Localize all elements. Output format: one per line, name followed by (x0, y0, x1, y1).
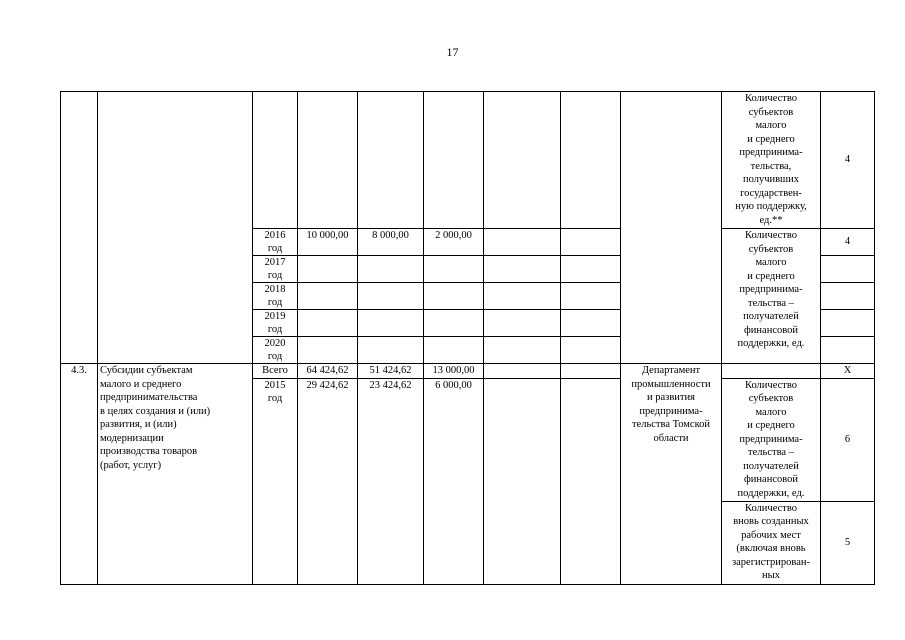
indicator-value (821, 283, 875, 310)
cell-regional-empty (424, 92, 484, 229)
regional-cell: 6 000,00 (424, 378, 484, 584)
total-cell (298, 256, 358, 283)
cell-year-empty (253, 92, 298, 229)
extra-cell (561, 256, 621, 283)
indicator-line: и среднего (747, 133, 795, 145)
indicator-cell: Количество субъектов малого и среднего предпринима- тельства – получателей финансовой поддержки, ед. (722, 378, 821, 501)
item-number: 4.3. (61, 364, 98, 585)
indicator-cell: Количество вновь созданных рабочих мест (включая вновь зарегистрирован- ных (722, 501, 821, 584)
local-cell (484, 256, 561, 283)
local-cell (484, 310, 561, 337)
total-cell (298, 310, 358, 337)
extra-cell (561, 364, 621, 379)
federal-cell (358, 310, 424, 337)
cell-executor-empty (621, 92, 722, 364)
indicator-cell (722, 364, 821, 379)
indicator-line: ную поддержку, (735, 201, 807, 212)
total-cell (298, 283, 358, 310)
federal-cell: 51 424,62 (358, 364, 424, 379)
total-cell: 10 000,00 (298, 229, 358, 256)
local-cell (484, 229, 561, 256)
indicator-line: предпринима- (739, 147, 803, 158)
indicator-line: получивших (742, 174, 800, 185)
regional-cell (424, 256, 484, 283)
regional-cell (424, 337, 484, 364)
indicator-line: Количество (744, 93, 798, 104)
cell-total-empty (298, 92, 358, 229)
extra-cell (561, 337, 621, 364)
indicator-value: 4 (821, 229, 875, 256)
indicator-full-text (0, 0, 1, 1)
table-row (61, 92, 875, 229)
indicator-line: субъектов (748, 106, 794, 118)
year-cell: 2020 год (253, 337, 298, 364)
regional-cell: 2 000,00 (424, 229, 484, 256)
table-row (61, 364, 875, 379)
indicator-cell: Количество субъектов малого и среднего предпринима- тельства – получателей финансовой поддержки, ед. (722, 229, 821, 364)
cell-name-empty (98, 92, 253, 364)
indicator-value (821, 337, 875, 364)
cell-number-empty (61, 92, 98, 364)
indicator-cell (722, 92, 821, 229)
program-table (60, 91, 875, 585)
regional-cell (424, 283, 484, 310)
local-cell (484, 364, 561, 379)
total-mark: Х (821, 364, 875, 379)
year-cell: 2016 год (253, 229, 298, 256)
local-cell (484, 378, 561, 584)
indicator-value: 6 (821, 378, 875, 501)
indicator-line: ед.** (759, 214, 783, 226)
extra-cell (561, 229, 621, 256)
total-cell (298, 337, 358, 364)
local-cell (484, 283, 561, 310)
indicator-line: тельства, (750, 160, 792, 172)
local-cell (484, 337, 561, 364)
item-name: Субсидии субъектам малого и среднего предпринимательства в целях создания и (или) развития, и (или) модернизации производства товаров (работ, услуг) (98, 364, 253, 585)
indicator-value (821, 256, 875, 283)
extra-cell (561, 310, 621, 337)
federal-cell: 23 424,62 (358, 378, 424, 584)
page-number: 17 (446, 45, 459, 59)
year-cell: 2018 год (253, 283, 298, 310)
total-cell: 29 424,62 (298, 378, 358, 584)
indicator-value: 5 (821, 501, 875, 584)
indicator-line: государствен- (740, 187, 802, 199)
cell-extra-empty (561, 92, 621, 229)
extra-cell (561, 283, 621, 310)
federal-cell (358, 337, 424, 364)
year-cell: 2017 год (253, 256, 298, 283)
total-label: Всего (253, 364, 298, 379)
year-cell: 2019 год (253, 310, 298, 337)
year-cell: 2015 год (253, 378, 298, 584)
regional-cell: 13 000,00 (424, 364, 484, 379)
federal-cell: 8 000,00 (358, 229, 424, 256)
indicator-line: малого (755, 120, 787, 131)
extra-cell (561, 378, 621, 584)
executor-cell: Департамент промышленности и развития предпринима- тельства Томской области (621, 364, 722, 585)
federal-cell (358, 283, 424, 310)
indicator-value (821, 310, 875, 337)
cell-federal-empty (358, 92, 424, 229)
indicator-value: 4 (821, 92, 875, 229)
regional-cell (424, 310, 484, 337)
total-cell: 64 424,62 (298, 364, 358, 379)
federal-cell (358, 256, 424, 283)
cell-local-empty (484, 92, 561, 229)
